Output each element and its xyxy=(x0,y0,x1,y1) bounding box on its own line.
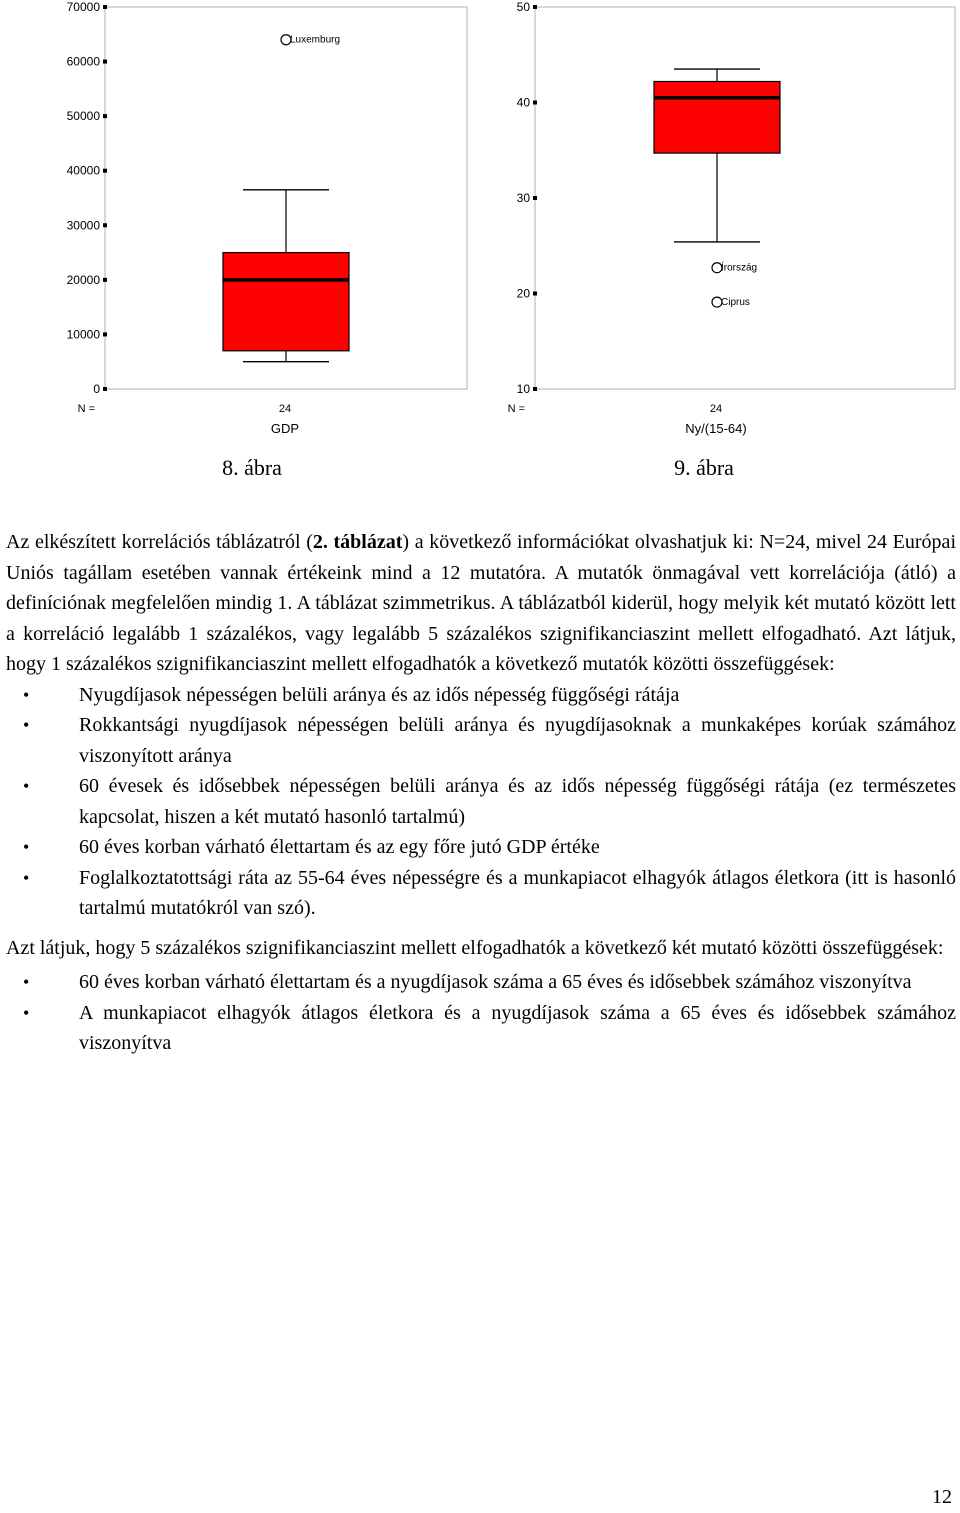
list-item-text: 60 évesek és idősebbek népességen belüli aránya és az idős népesség függőségi rátája (ez természetes kapcsolat, hiszen a két mutató hasonló tartalmú) xyxy=(79,775,956,828)
category-label: GDP xyxy=(270,421,300,436)
y-tick-label: 0 xyxy=(93,382,100,396)
list-item xyxy=(6,998,956,1059)
figure-8-caption: 8. ábra xyxy=(222,455,282,480)
paragraph-1 xyxy=(6,527,956,680)
list-item-text: Rokkantsági nyugdíjasok népességen belüli aránya és nyugdíjasoknak a munkaképes korúak számához viszonyított aránya xyxy=(79,714,956,767)
outlier-label: Luxemburg xyxy=(290,34,341,46)
iqr-box xyxy=(223,253,349,351)
y-tick xyxy=(533,292,537,296)
y-tick xyxy=(533,196,537,200)
list-item-text: 60 éves korban várható élettartam és az egy főre jutó GDP értéke xyxy=(79,836,600,858)
y-tick xyxy=(103,332,107,336)
body-text xyxy=(6,527,956,1059)
y-tick xyxy=(533,5,537,9)
y-tick-label: 10 xyxy=(516,382,530,396)
y-tick xyxy=(533,387,537,391)
paragraph-1-rest: ) a következő információkat olvashatjuk ki: N=24, mivel 24 Európai Uniós tagállam esetében vannak értékeink mind a 12 mutatóra. A mutatók önmagával vett korrelációja (átló) a definíciónak megfelelően mindig 1. A táblázat szimmetrikus. A táblázatból kiderül, hogy melyik két mutató között lett a korreláció legalább 1 százalékos, vagy legalább 5 százalékos szignifikanciaszint mellett elfogadható. Azt látjuk, hogy 1 százalékos szignifikanciaszint mellett elfogadhatók a következő mutatók közötti összefüggések: xyxy=(6,531,956,675)
y-tick-label: 70000 xyxy=(66,0,100,14)
y-tick xyxy=(103,5,107,9)
bullet-list-2 xyxy=(6,967,956,1059)
list-item-text: A munkapiacot elhagyók átlagos életkora és a nyugdíjasok száma a 65 éves és idősebbek számához viszonyítva xyxy=(79,1001,956,1054)
n-value: 24 xyxy=(278,403,292,415)
list-item-text: Foglalkoztatottsági ráta az 55-64 éves népességre és a munkapiacot elhagyók átlagos életkora (itt is hasonló tartalmú mutatókról van szó). xyxy=(79,866,956,919)
table-reference: 2. táblázat xyxy=(312,531,403,553)
boxplot-figures xyxy=(0,0,960,440)
bullet-icon: • xyxy=(23,684,30,705)
bullet-icon: • xyxy=(23,1002,30,1023)
outlier-label: Írország xyxy=(721,262,758,274)
paragraph-1-start: Az elkészített korrelációs táblázatról ( xyxy=(6,531,313,553)
y-tick-label: 20000 xyxy=(66,272,100,287)
paragraph-2: Azt látjuk, hogy 5 százalékos szignifikanciaszint mellett elfogadhatók a következő két mutató közötti összefüggések: xyxy=(6,936,944,959)
bullet-icon: • xyxy=(23,837,30,857)
bullet-icon: • xyxy=(23,867,30,888)
figure-9-caption: 9. ábra xyxy=(674,455,734,480)
list-item xyxy=(6,967,956,998)
plot-frame xyxy=(535,7,955,389)
n-label: N = xyxy=(507,403,525,415)
bullet-icon: • xyxy=(23,776,30,796)
y-tick xyxy=(103,223,107,227)
y-tick-label: 40 xyxy=(516,95,530,110)
y-tick-label: 40000 xyxy=(66,163,100,178)
list-item xyxy=(6,832,956,863)
y-tick xyxy=(533,101,537,105)
category-label: Ny/(15-64) xyxy=(685,421,747,436)
list-item xyxy=(6,710,956,771)
y-tick-label: 50 xyxy=(516,0,530,14)
y-tick xyxy=(103,60,107,64)
n-value: 24 xyxy=(709,403,723,415)
page-number: 12 xyxy=(932,1486,952,1508)
iqr-box xyxy=(654,81,780,153)
bullet-list-1 xyxy=(6,680,956,924)
bullet-icon: • xyxy=(23,715,30,735)
bullet-icon: • xyxy=(23,972,30,992)
y-tick xyxy=(103,278,107,282)
y-tick-label: 50000 xyxy=(66,109,100,124)
list-item xyxy=(6,680,956,711)
list-item xyxy=(6,863,956,924)
y-tick xyxy=(103,114,107,118)
y-tick-label: 20 xyxy=(516,286,530,301)
y-tick-label: 60000 xyxy=(66,54,100,69)
y-tick xyxy=(103,169,107,173)
list-item xyxy=(6,771,956,832)
list-item-text: 60 éves korban várható élettartam és a nyugdíjasok száma a 65 éves és idősebbek számához viszonyítva xyxy=(79,971,912,993)
n-label: N = xyxy=(77,403,95,415)
outlier-label: Ciprus xyxy=(721,297,750,309)
y-tick-label: 30000 xyxy=(66,218,100,233)
y-tick-label: 30 xyxy=(516,191,530,205)
y-tick-label: 10000 xyxy=(66,327,100,342)
list-item-text: Nyugdíjasok népességen belüli aránya és az idős népesség függőségi rátája xyxy=(79,683,680,706)
y-tick xyxy=(103,387,107,391)
